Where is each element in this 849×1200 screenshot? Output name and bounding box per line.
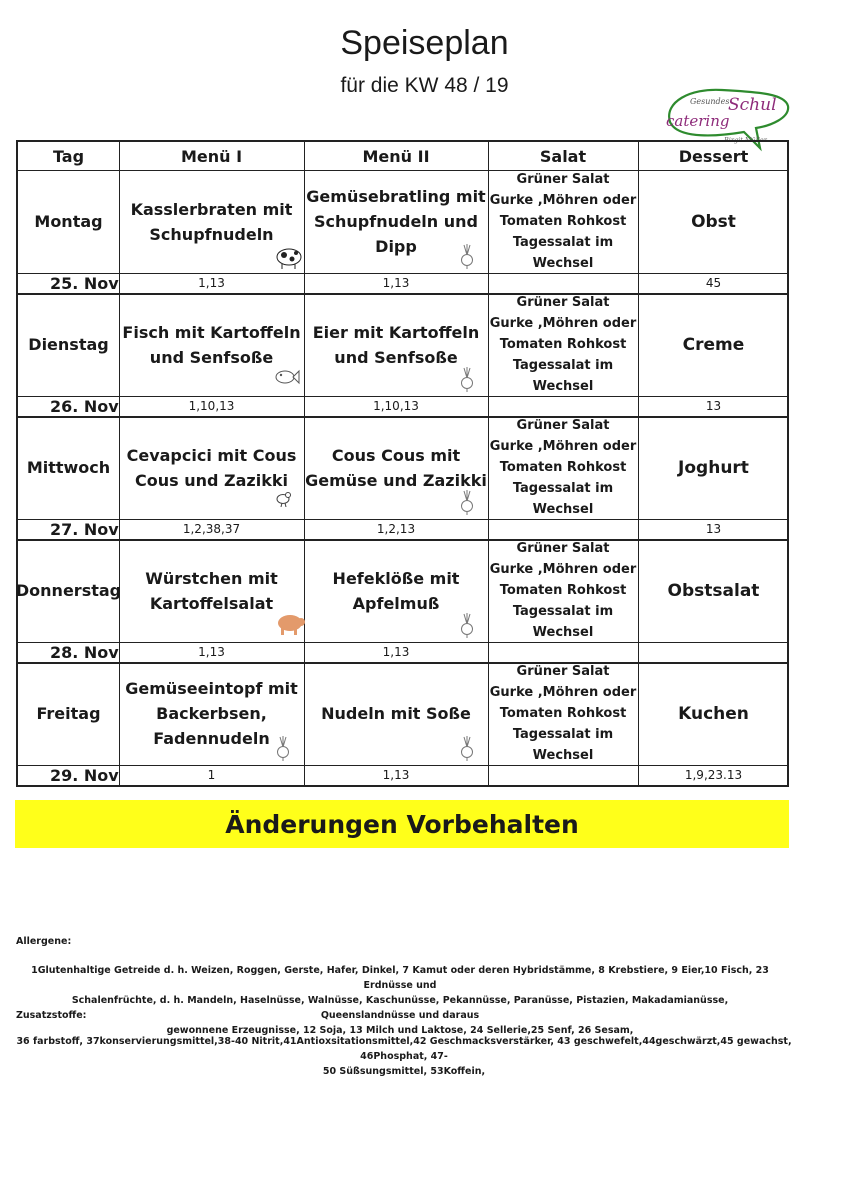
dish-line: Fisch mit Kartoffeln	[122, 322, 301, 342]
dish-line: Backerbsen,	[156, 704, 267, 723]
fish-icon	[274, 366, 300, 392]
menu-table	[16, 140, 789, 787]
dish-line: Gemüseeintopf mit	[125, 679, 298, 698]
dish-line: und Senfsoße	[334, 347, 458, 367]
dessert-cell: Kuchen	[678, 703, 749, 724]
dessert-cell: Joghurt	[678, 457, 749, 478]
allergen-line: gewonnene Erzeugnisse, 12 Soja, 13 Milch und Laktose, 24 Sellerie,25 Senf, 26 Sesam,	[166, 1025, 634, 1036]
page-subtitle: für die KW 48 / 19	[340, 74, 509, 97]
salad-line: Gurke ,Möhren oder	[489, 439, 637, 454]
salad-line: Tomaten Rohkost	[499, 337, 627, 352]
day-name: Montag	[34, 212, 103, 231]
allergen-codes: 1,13	[382, 645, 410, 659]
dish-line: Dipp	[375, 237, 417, 256]
dish-line: und Senfsoße	[149, 347, 274, 367]
allergen-codes: 1,13	[198, 645, 225, 659]
salad-line: Wechsel	[532, 502, 594, 517]
radish-icon	[458, 735, 476, 765]
radish-icon	[458, 489, 476, 519]
allergen-codes: 1	[207, 768, 216, 782]
allergen-line: Schalenfrüchte, d. h. Mandeln, Haselnüsse, Walnüsse, Kaschunüsse, Pekannüsse, Paranüsse, Pistazien, Makadamianüsse, Queenslandnüsse und daraus	[71, 995, 729, 1021]
salad-cell	[488, 170, 638, 273]
salad-line: Tagessalat im	[512, 358, 614, 373]
salad-line: Wechsel	[532, 748, 594, 763]
salad-line: Wechsel	[532, 256, 594, 271]
radish-icon	[458, 366, 476, 396]
additives-heading: Zusatzstoffe:	[16, 1010, 87, 1021]
salad-line: Grüner Salat	[516, 295, 610, 310]
dish-line: Eier mit Kartoffeln	[312, 322, 480, 342]
salad-line: Grüner Salat	[516, 172, 610, 187]
allergen-codes: 1,13	[198, 276, 225, 290]
dish-line: Gemüse und Zazikki	[305, 470, 487, 490]
dessert-cell: Obst	[691, 211, 736, 232]
svg-text:Birgit Müller: Birgit Müller	[724, 136, 767, 144]
allergen-codes: 45	[705, 276, 722, 290]
date-label: 27. Nov	[50, 519, 119, 539]
column-header-menu2: Menü II	[362, 146, 430, 166]
dish-line: Apfelmuß	[352, 593, 440, 613]
salad-cell	[488, 416, 638, 519]
dish-line: Schupfnudeln und	[314, 212, 478, 231]
date-label: 29. Nov	[50, 765, 119, 785]
allergen-heading: Allergene:	[16, 936, 72, 947]
day-name: Mittwoch	[26, 458, 111, 477]
dish-line: Hefeklöße mit	[332, 568, 460, 588]
day-name: Freitag	[36, 704, 101, 723]
date-label: 28. Nov	[50, 642, 119, 662]
allergen-codes: 1,2,13	[376, 522, 416, 536]
column-header-dessert: Dessert	[678, 146, 749, 166]
salad-line: Tomaten Rohkost	[499, 583, 627, 598]
salad-line: Wechsel	[532, 625, 594, 640]
salad-cell	[488, 662, 638, 765]
dessert-cell: Obstsalat	[667, 580, 760, 601]
salad-line: Tagessalat im	[512, 481, 614, 496]
allergen-line: 1Glutenhaltige Getreide d. h. Weizen, Roggen, Gerste, Hafer, Dinkel, 7 Kamut oder deren Hybridstämme, 8 Krebstiere, 9 Eier,10 Fisch, 23 Erdnüsse und	[31, 965, 769, 991]
salad-line: Gurke ,Möhren oder	[489, 193, 637, 208]
dish-line: Gemüsebratling mit	[306, 187, 486, 206]
allergen-codes: 1,9,23.13	[684, 768, 743, 782]
salad-line: Grüner Salat	[516, 664, 610, 679]
allergen-codes: 1,13	[382, 276, 410, 290]
additives-line: 50 Süßsungsmittel, 53Koffein,	[322, 1066, 486, 1077]
allergen-codes: 1,2,38,37	[182, 522, 241, 536]
date-label: 25. Nov	[50, 273, 119, 293]
chicken-icon	[274, 489, 292, 511]
dish-line: Fadennudeln	[153, 729, 270, 748]
column-header-menu1: Menü I	[180, 146, 243, 166]
svg-text:Schul: Schul	[728, 95, 777, 115]
allergen-list	[30, 963, 770, 1038]
additives-line: 36 farbstoff, 37konservierungsmittel,38-40 Nitrit,41Antioxsitationsmittel,42 Geschmacksverstärker, 43 geschwefelt,44geschwärzt,45 gewachst, 46Phosphat, 47-	[16, 1036, 792, 1062]
additives-list	[16, 1034, 792, 1079]
allergen-codes	[638, 642, 789, 662]
radish-icon	[274, 735, 292, 765]
svg-text:Gesundes: Gesundes	[690, 97, 730, 106]
salad-line: Wechsel	[532, 379, 594, 394]
pig-icon	[274, 612, 306, 640]
allergen-codes: 13	[705, 522, 722, 536]
salad-line: Gurke ,Möhren oder	[489, 685, 637, 700]
allergen-codes: 1,13	[382, 768, 410, 782]
dish-line: Cous Cous mit	[331, 445, 461, 465]
dish-line: Nudeln mit Soße	[321, 704, 471, 723]
day-name: Donnerstag	[15, 581, 122, 600]
column-header-tag: Tag	[52, 146, 85, 166]
salad-line: Grüner Salat	[516, 541, 610, 556]
svg-text:catering: catering	[666, 112, 730, 130]
dish-line: Kasslerbraten mit	[130, 199, 293, 219]
date-label: 26. Nov	[50, 396, 119, 416]
salad-line: Tagessalat im	[512, 604, 614, 619]
salad-line: Tomaten Rohkost	[499, 214, 627, 229]
dish-line: Cevapcici mit Cous	[126, 445, 297, 465]
cow-icon	[274, 243, 304, 273]
salad-line: Tomaten Rohkost	[499, 460, 627, 475]
dish-line: Schupfnudeln	[149, 224, 274, 244]
salad-line: Tagessalat im	[512, 235, 614, 250]
dessert-cell: Creme	[682, 334, 745, 355]
changes-reserved-banner: Änderungen Vorbehalten	[15, 800, 789, 848]
column-header-salat: Salat	[539, 146, 587, 166]
salad-line: Tomaten Rohkost	[499, 706, 627, 721]
salad-cell	[488, 539, 638, 642]
day-name: Dienstag	[28, 335, 109, 354]
salad-cell	[488, 293, 638, 396]
dish-line: Kartoffelsalat	[149, 593, 274, 613]
radish-icon	[458, 243, 476, 273]
salad-line: Tagessalat im	[512, 727, 614, 742]
dish-line: Cous und Zazikki	[135, 470, 288, 490]
page-title: Speiseplan	[340, 24, 509, 62]
radish-icon	[458, 612, 476, 642]
allergen-codes: 13	[705, 399, 722, 413]
salad-line: Grüner Salat	[516, 418, 610, 433]
allergen-codes: 1,10,13	[188, 399, 235, 413]
allergen-codes: 1,10,13	[373, 399, 419, 413]
salad-line: Gurke ,Möhren oder	[489, 562, 637, 577]
dish-line: Würstchen mit	[145, 568, 278, 588]
salad-line: Gurke ,Möhren oder	[489, 316, 637, 331]
